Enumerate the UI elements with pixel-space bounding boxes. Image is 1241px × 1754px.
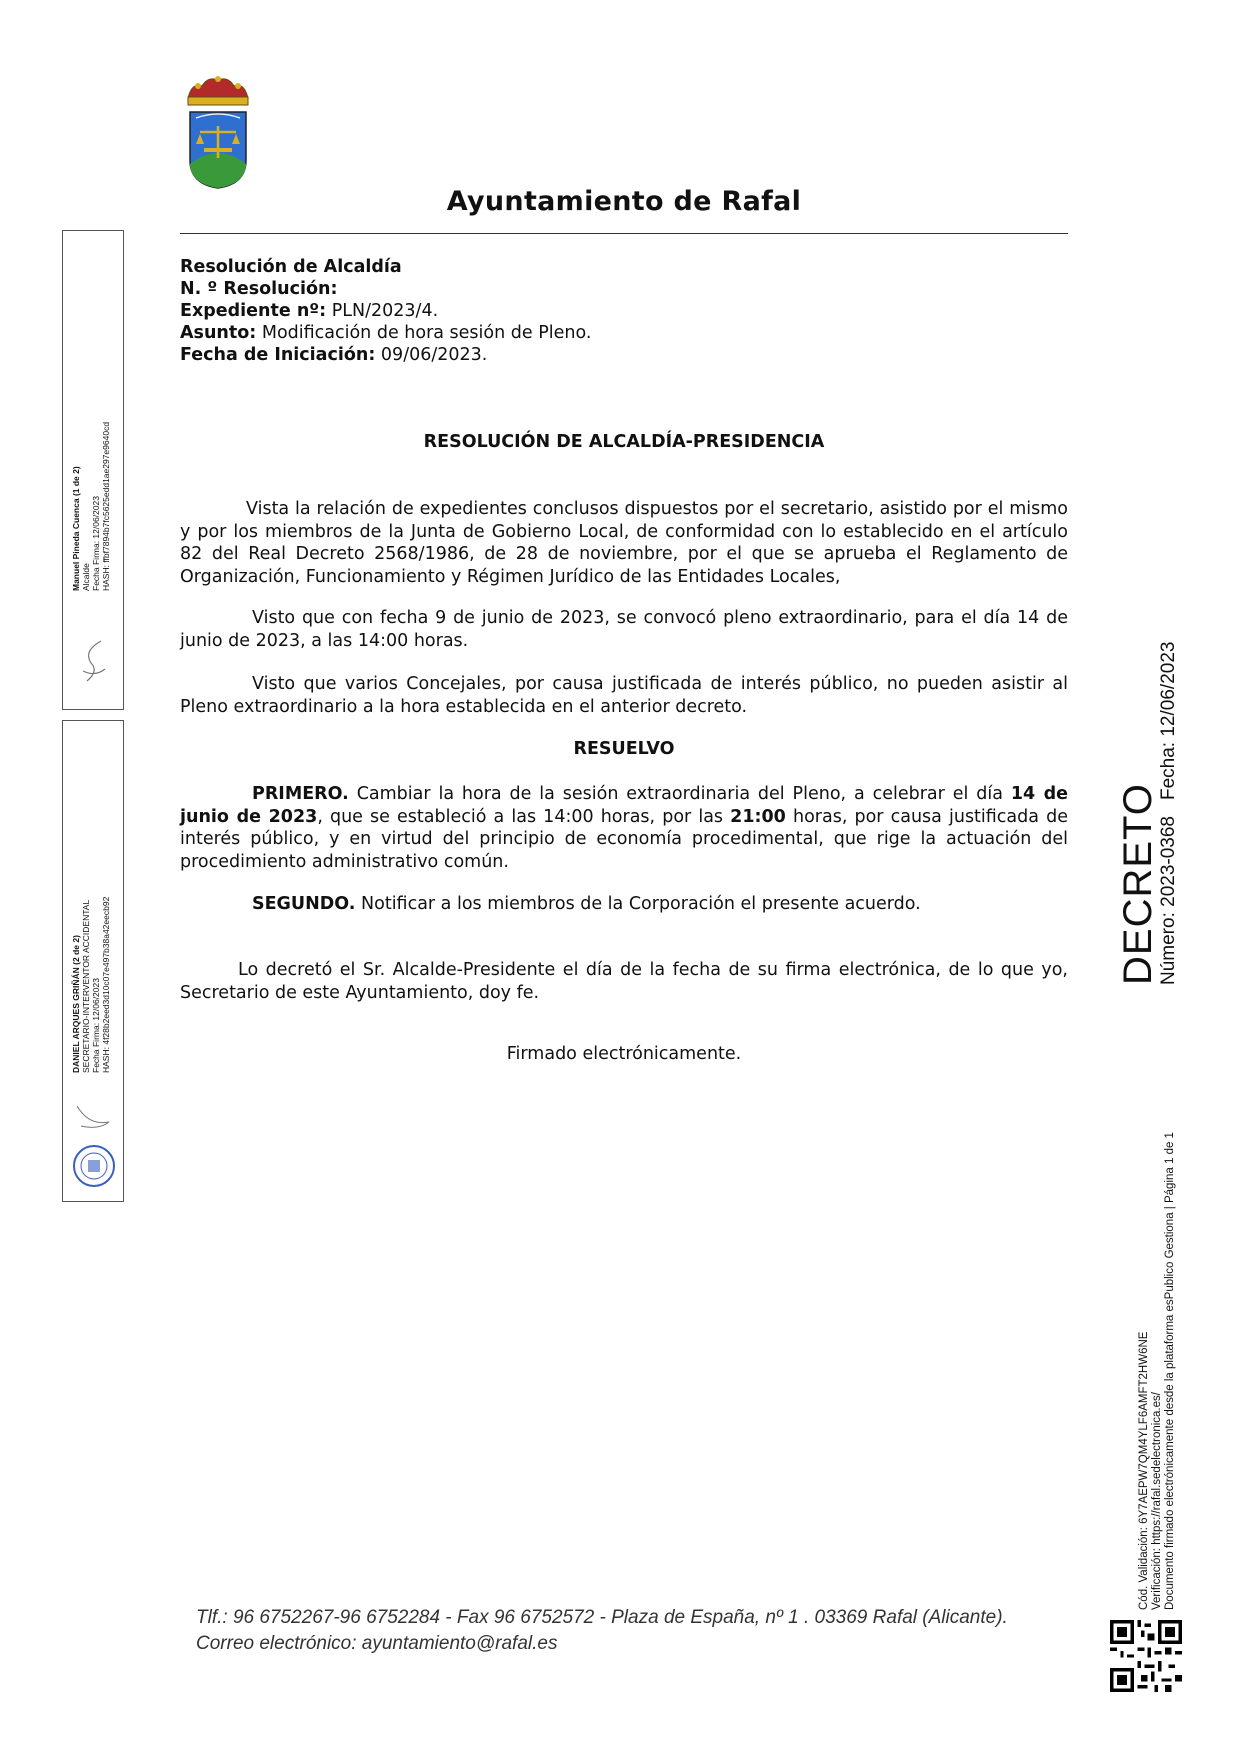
resolution-title: Resolución de Alcaldía: [180, 257, 402, 277]
signer-name: Manuel Pineda Cuenca (1 de 2): [71, 466, 81, 591]
signer-name: DANIEL ARQUES GRIÑÁN (2 de 2): [71, 935, 81, 1073]
fecha-iniciacion-value: 09/06/2023.: [380, 345, 488, 365]
paragraph-visto-1: [180, 607, 1068, 652]
paragraph-primero: [180, 783, 1068, 873]
closing-text: Lo decretó el Sr. Alcalde-Presidente el día de la fecha de su firma electrónica, de lo que yo, Secretario de este Ayuntamiento, doy fe.: [180, 960, 1068, 1003]
official-seal-icon: [69, 1096, 119, 1191]
footer-address: Tlf.: 96 6752267-96 6752284 - Fax 96 6752572 - Plaza de España, nº 1 . 03369 Rafal (Alicante).: [196, 1607, 1008, 1628]
asunto-label: Asunto:: [180, 323, 257, 343]
signature-date: Fecha Firma: 12/06/2023: [91, 978, 101, 1073]
signature-box-mayor: [62, 230, 124, 710]
signature-date: Fecha Firma: 12/06/2023: [91, 496, 101, 591]
segundo-text: Notificar a los miembros de la Corporación el presente acuerdo.: [361, 894, 921, 914]
decreto-stamp-title: DECRETO: [1116, 783, 1160, 985]
expediente-label: Expediente nº:: [180, 301, 327, 321]
primero-text-b: , que se estableció a las 14:00 horas, por las: [317, 806, 724, 827]
qr-code-icon: [1110, 1620, 1182, 1692]
paragraph-segundo: [180, 893, 1068, 916]
signer-role: SECRETARIO-INTERVENTOR ACCIDENTAL: [81, 899, 91, 1073]
primero-label: PRIMERO.: [252, 784, 349, 804]
paragraph-visto-2: [180, 673, 1068, 718]
paragraph-visto-2-text: Visto que varios Concejales, por causa justificada de interés público, no pueden asistir al Pleno extraordinario a la hora establecida en el anterior decreto.: [180, 674, 1068, 717]
footer-contact: [196, 1605, 1008, 1657]
decreto-number: Número: 2023-0368: [1158, 816, 1179, 985]
paragraph-vista: [180, 498, 1068, 588]
validation-block: [1138, 1132, 1177, 1610]
validation-code: Cód. Validación: 6Y7AEPW7QM4YLF6AMFT2HW6NE: [1138, 1331, 1150, 1610]
footer-email: Correo electrónico: ayuntamiento@rafal.es: [196, 1633, 558, 1654]
platform-note: Documento firmado electrónicamente desde la plataforma esPublico Gestiona | Página 1 de 1: [1164, 1132, 1176, 1610]
resolution-metadata: [180, 256, 1068, 366]
resolution-number-label: N. º Resolución:: [180, 279, 338, 299]
verification-url: Verificación: https://rafal.sedelectronica.es/: [1151, 1392, 1163, 1610]
handwritten-signature-icon: [73, 631, 113, 691]
primero-text-a: Cambiar la hora de la sesión extraordinaria del Pleno, a celebrar el día: [356, 784, 1003, 804]
signature-box-secretary: [62, 720, 124, 1202]
paragraph-closing: [180, 959, 1068, 1004]
primero-text-c: horas, por causa justificada de interés público, y en virtud del principio de economía procedimental, que rige la actuación del procedimiento administrativo común.: [180, 806, 1068, 872]
signature-text-mayor: [71, 422, 111, 591]
signed-electronically: Firmado electrónicamente.: [506, 1044, 742, 1064]
segundo-label: SEGUNDO.: [252, 894, 356, 914]
coat-of-arms-logo: [178, 72, 258, 192]
resuelvo-heading: RESUELVO: [573, 739, 675, 759]
header-divider: [180, 233, 1068, 234]
signer-role: Alcalde: [81, 563, 91, 591]
expediente-value: PLN/2023/4.: [331, 301, 439, 321]
org-title: Ayuntamiento de Rafal: [446, 186, 802, 217]
primero-time: 21:00: [730, 806, 786, 827]
asunto-value: Modificación de hora sesión de Pleno.: [261, 323, 592, 343]
fecha-iniciacion-label: Fecha de Iniciación:: [180, 345, 376, 365]
decreto-date: Fecha: 12/06/2023: [1158, 641, 1179, 800]
primero-date: 14 de junio de 2023: [180, 784, 1068, 827]
paragraph-visto-1-text: Visto que con fecha 9 de junio de 2023, se convocó pleno extraordinario, para el día 14 de junio de 2023, a las 14:00 horas.: [180, 608, 1068, 651]
paragraph-vista-text: Vista la relación de expedientes conclusos dispuestos por el secretario, asistido por el mismo y por los miembros de la Junta de Gobierno Local, de conformidad con lo establecido en el artículo 82 del Real Decreto 2568/1986, de 28 de noviembre, por el que se aprueba el Reglamento de Organización, Funcionamiento y Régimen Jurídico de las Entidades Locales,: [180, 499, 1068, 587]
signature-text-secretary: [71, 897, 111, 1073]
signature-hash: HASH: 4f28b2eed3d10c07e497b38a42eecb92: [101, 896, 111, 1073]
resolution-heading: RESOLUCIÓN DE ALCALDÍA-PRESIDENCIA: [423, 432, 825, 452]
signature-hash: HASH: ffbf7894b7fc5625edd1ae297e9640cd: [101, 421, 111, 591]
